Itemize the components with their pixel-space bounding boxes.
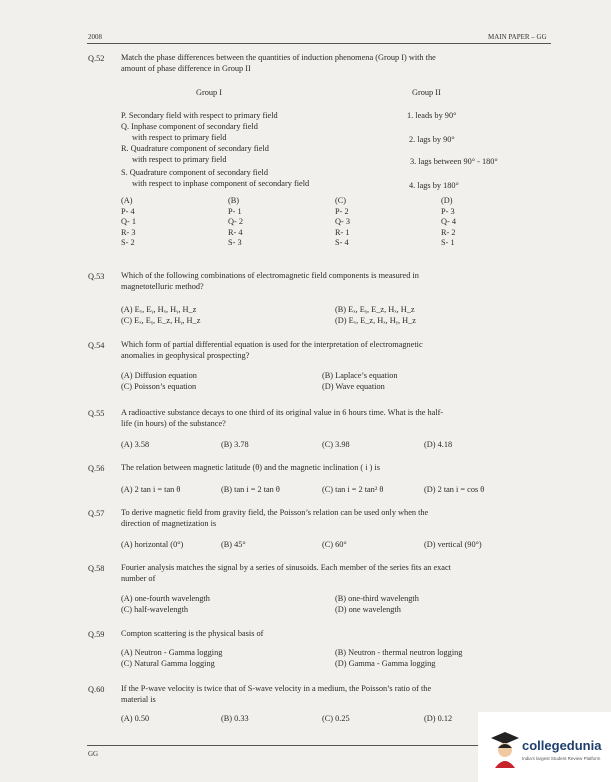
q58-text-2: number of	[121, 574, 156, 583]
q58-text-1: Fourier analysis matches the signal by a series of sinusoids. Each member of the series fits an exact	[121, 563, 451, 572]
option-match: Q- 4	[441, 217, 456, 227]
q52-option-c	[335, 196, 350, 249]
q55-option-c: (C) 3.98	[322, 440, 350, 449]
option-match: S- 2	[121, 238, 135, 248]
q57-option-c: (C) 60°	[322, 540, 347, 549]
group2-item: 4. lags by 180°	[409, 181, 459, 190]
group1-item: with respect to inphase component of secondary field	[132, 179, 310, 188]
watermark-tagline: India's largest Student Review Platform	[522, 756, 601, 761]
group2-item: 1. leads by 90°	[407, 111, 457, 120]
header-paper: MAIN PAPER – GG	[488, 33, 547, 41]
q58-option-c: (C) half-wavelength	[121, 605, 189, 614]
q52-number: Q.52	[88, 54, 105, 63]
q60-number: Q.60	[88, 685, 105, 694]
q56-option-c: (C) tan i = 2 tan² θ	[322, 485, 384, 494]
footer-code: GG	[88, 750, 99, 758]
q58-option-a: (A) one-fourth wavelength	[121, 594, 210, 603]
group1-item: P. Secondary field with respect to primary field	[121, 111, 278, 120]
footer-rule	[87, 745, 479, 746]
q60-option-c: (C) 0.25	[322, 714, 350, 723]
option-match: P- 4	[121, 206, 135, 216]
q53-number: Q.53	[88, 272, 105, 281]
q58-option-b: (B) one-third wavelength	[335, 594, 419, 603]
q59-option-c: (C) Natural Gamma logging	[121, 659, 215, 668]
q55-text-1: A radioactive substance decays to one third of its original value in 6 hours time. What is the half-	[121, 408, 444, 417]
q56-number: Q.56	[88, 464, 105, 473]
q55-option-a: (A) 3.58	[121, 440, 150, 449]
option-match: R- 2	[441, 227, 456, 237]
option-match: R- 1	[335, 227, 350, 237]
q56-text-1: The relation between magnetic latitude (θ) and the magnetic inclination ( i ) is	[121, 463, 381, 472]
option-label: (C)	[335, 196, 347, 205]
q59-option-a: (A) Neutron - Gamma logging	[121, 648, 223, 657]
q55-option-b: (B) 3.78	[221, 440, 249, 449]
q56-option-a: (A) 2 tan i = tan θ	[121, 485, 181, 494]
q54-option-a: (A) Diffusion equation	[121, 371, 197, 380]
group1-item: S. Quadrature component of secondary field	[121, 168, 268, 177]
q55-text-2: life (in hours) of the substance?	[121, 419, 226, 428]
q59-option-b: (B) Neutron - thermal neutron logging	[335, 648, 463, 657]
q52-text-2: amount of phase difference in Group II	[121, 64, 251, 73]
q57-option-a: (A) horizontal (0°)	[121, 540, 184, 549]
q57-text-1: To derive magnetic field from gravity field, the Poisson’s relation can be used only when the	[121, 508, 429, 517]
option-match: S- 4	[335, 238, 349, 248]
q57-option-d: (D) vertical (90°)	[424, 540, 482, 549]
q60-text-2: material is	[121, 695, 156, 704]
q54-text-2: anomalies in geophysical prospecting?	[121, 351, 250, 360]
option-match: R- 4	[228, 227, 243, 237]
q59-option-d: (D) Gamma - Gamma logging	[335, 659, 436, 668]
q55-option-d: (D) 4.18	[424, 440, 453, 449]
q58-option-d: (D) one wavelength	[335, 605, 401, 614]
q59-text-1: Compton scattering is the physical basis of	[121, 629, 264, 638]
q57-number: Q.57	[88, 509, 105, 518]
group2-item: 3. lags between 90° - 180°	[410, 157, 498, 166]
option-match: Q- 2	[228, 217, 243, 227]
option-label: (D)	[441, 196, 453, 205]
group2-title: Group II	[412, 88, 441, 97]
q53-option-c: (C) Eₓ, Eᵧ, E_z, Hᵧ, H_z	[121, 316, 201, 325]
header-year: 2008	[88, 33, 102, 41]
option-match: S- 1	[441, 238, 455, 248]
q54-text-1: Which form of partial differential equation is used for the interpretation of electromagnetic	[121, 340, 423, 349]
header-rule	[87, 43, 551, 44]
option-match: P- 3	[441, 206, 455, 216]
q54-number: Q.54	[88, 341, 105, 350]
option-match: Q- 3	[335, 217, 350, 227]
group1-item: with respect to primary field	[132, 155, 227, 164]
option-match: R- 3	[121, 227, 136, 237]
q53-text-2: magnetotelluric method?	[121, 282, 204, 291]
option-label: (B)	[228, 196, 240, 205]
q56-option-b: (B) tan i = 2 tan θ	[221, 485, 280, 494]
q53-text-1: Which of the following combinations of electromagnetic field components is measured in	[121, 271, 419, 280]
option-match: P- 1	[228, 206, 242, 216]
q52-option-a	[121, 196, 136, 249]
q52-option-b	[228, 196, 243, 249]
option-match: P- 2	[335, 206, 349, 216]
q52-text-1: Match the phase differences between the quantities of induction phenomena (Group I) with the	[121, 53, 436, 62]
q54-option-d: (D) Wave equation	[322, 382, 385, 391]
q57-option-b: (B) 45°	[221, 540, 246, 549]
q53-option-a: (A) Eₓ, Eᵧ, Hₓ, Hᵧ, H_z	[121, 305, 197, 314]
group1-item: Q. Inphase component of secondary field	[121, 122, 258, 131]
q53-option-b: (B) Eₓ, Eᵧ, E_z, Hₓ, H_z	[335, 305, 415, 314]
q60-option-a: (A) 0.50	[121, 714, 150, 723]
option-match: S- 3	[228, 238, 242, 248]
q56-option-d: (D) 2 tan i = cos θ	[424, 485, 485, 494]
group1-item: with respect to primary field	[132, 133, 227, 142]
q54-option-b: (B) Laplace’s equation	[322, 371, 398, 380]
q54-option-c: (C) Poisson’s equation	[121, 382, 197, 391]
group1-item: R. Quadrature component of secondary field	[121, 144, 269, 153]
q60-option-b: (B) 0.33	[221, 714, 249, 723]
q55-number: Q.55	[88, 409, 105, 418]
group1-title: Group I	[196, 88, 223, 97]
group2-item: 2. lags by 90°	[409, 135, 455, 144]
watermark-brand: collegedunia	[522, 738, 602, 753]
q60-text-1: If the P-wave velocity is twice that of S-wave velocity in a medium, the Poisson’s ratio of the	[121, 684, 432, 693]
option-label: (A)	[121, 196, 133, 205]
q52-option-d	[441, 196, 456, 249]
option-match: Q- 1	[121, 217, 136, 227]
student-mascot-icon	[490, 730, 520, 770]
q53-option-d: (D) Eₓ, E_z, Hₓ, Hᵧ, H_z	[335, 316, 416, 325]
q59-number: Q.59	[88, 630, 105, 639]
q60-option-d: (D) 0.12	[424, 714, 453, 723]
q58-number: Q.58	[88, 564, 105, 573]
q57-text-2: direction of magnetization is	[121, 519, 217, 528]
